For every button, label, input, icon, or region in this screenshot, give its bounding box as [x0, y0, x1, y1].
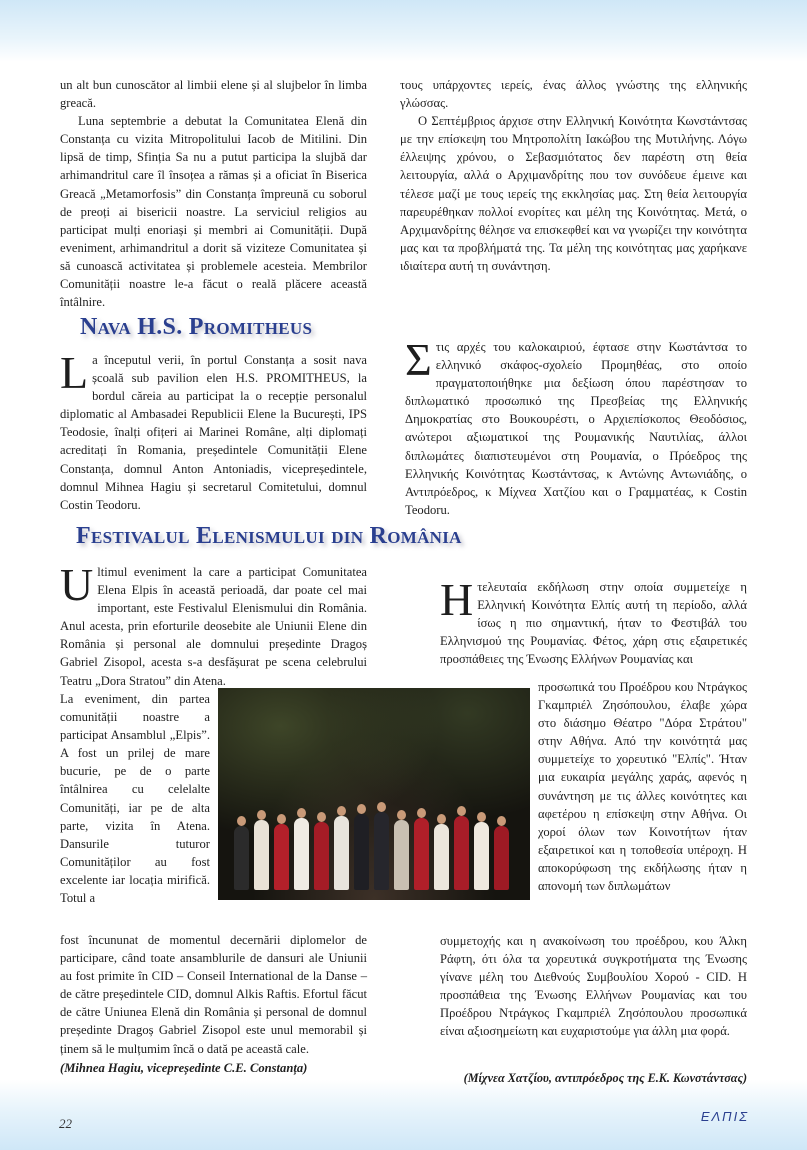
festival-right-signature: (Μίχνεα Χατζίου, αντιπρόεδρος της Ε.Κ. Κωνστάντσας) — [463, 1071, 747, 1085]
festival-right-text-2: προσωπικά του Προέδρου κου Ντράγκος Γκαμπριέλ Ζησόπουλου, έλαβε χώρα στο διάσημο Θέατρο "Δόρα Στράτου" στην Αθήνα. Από την κοινότητά μας συμμετείχε το χορευτικό "Ελπίς". Ήταν μια ευκαιρία μεγάλης χαράς, αφενός η συνάντηση με τις άλλες κοινότητες και αφετέρου η επίσκεψη στην Αθήνα. Οι χοροί όλων των Κοινοτήτων ήταν εξαιρετικοί και η τοποθεσία υπέροχη. Η αποκορύφωση της εκδήλωσης ήταν η απονομή των διπλωμάτων — [538, 680, 747, 894]
section-heading-promitheus: Nava H.S. Promitheus — [80, 314, 313, 340]
top-right-paragraph-2: Ο Σεπτέμβριος άρχισε στην Ελληνική Κοινότητα Κωνστάντσας με την επίσκεψη του Μητροπολίτη Ιακώβου της Μυτιλήνης. Λόγω έλλειψης χρόνου, ο Σεβασμιότατος δεν παρέστη στη θεία λειτουργία, αλλά ο Αρχιμανδρίτης που τον συνόδευε έμεινε και τέλεσε μαζί με τους ιερείς της εκκλησίας μας. Στη θεία λειτουργία παρευρέθηκαν πολλοί ενορίτες και μέλη της Κοινότητας. Μετά, ο Αρχιμανδρίτης θέλησε να επισκεφθεί και να γνωρίζει την κοινότητα μας και τα προβλήματά της. Τα μέλη της κοινότητας μας χαρήκανε ιδιαίτερα αυτή τη συνάντηση. — [400, 114, 747, 273]
section-heading-festival: Festivalul Elenismului din România — [76, 523, 462, 549]
page-number: 22 — [59, 1116, 72, 1131]
festival-right-text-3: συμμετοχής και η ανακοίνωση του προέδρου, κου Άλκη Ράφτη, ότι όλα τα χορευτικά συγκροτήματα της Ένωσης γίνανε μέλη του Διεθνούς Συμβουλίου Χορού - CID. Η προσπάθεια της Ένωσης Ελλήνων Ρουμανίας και του Προέδρου Ντράγκος Γκαμπριέλ Ζησόπουλου προσωπικά είναι αξιοσημείωτη και ευχαριστούμε για άλλη μια φορά. — [440, 934, 747, 1039]
magazine-title: ΕΛΠΙΣ — [700, 1109, 749, 1124]
festival-right-column-top — [440, 574, 747, 678]
promitheus-left-text: a începutul verii, în portul Constanța a sosit nava școală sub pavilion elen H.S. PROMITHEUS, la bordul căreia au participat la o recepție personalul diplomatic al Ambasadei Republicii Elene la București, IPS Teodosie, înalți ofițeri ai Marinei Române, alți diplomați acreditați în Romania, președintele Comunității Elene Constanța, domnul Anton Antoniadis, vicepreședintele, domnul Mihnea Hagiu și secretarul Comitetului, domnul Costin Teodoru. — [60, 353, 367, 512]
top-left-column — [60, 76, 367, 312]
bottom-decorative-band — [0, 1080, 807, 1150]
promitheus-left-column — [60, 347, 367, 517]
dropcap-eta: Η — [440, 574, 474, 625]
festival-left-text-2: La eveniment, din partea comunității noastre a participat Ansamblul „Elpis”. A fost un prilej de mare bucurie, pe de o parte întâlnirea cu celelalte Comunități, iar pe de alta parte, vizita în Atena. Dansurile tuturor Comunităților au fost excelente iar locația mirifică. Totul a — [60, 692, 210, 906]
dancers-group — [218, 790, 530, 890]
festival-right-text-1: τελευταία εκδήλωση στην οποία συμμετείχε η Ελληνική Κοινότητα Ελπίς αυτή τη περίοδο, αλλά ίσως η πιο σημαντική, ήταν το Φεστιβάλ του Ελληνισμού της Ρουμανίας. Φέτος, χάρη στις εξαιρετικές προσπάθειες της Ένωσης Ελλήνων Ρουμανίας και — [440, 580, 747, 667]
dropcap-u: U — [60, 559, 94, 610]
festival-left-text-3: fost încununat de momentul decernării diplomelor de participare, când toate ansamblurile de dansuri ale Uniunii au fost primite în CID – Conseil International de la Danse – de către președintele CID, domnul Alkis Raftis. Efortul făcut de către Uniunea Elenă din România și personal de domnul președinte Dragoș Gabriel Zisopol este unul memorabil și ținem să le mulțumim încă o dată pe această cale. — [60, 933, 367, 1056]
top-left-paragraph-2: Luna septembrie a debutat la Comunitatea Elenă din Constanța cu vizita Mitropolitului Iacob de Mitilini. Din lipsă de timp, Sfinția Sa nu a putut participa la slujbă dar arhimandritul care îl însoțea a rămas și a oficiat în Biserica Greacă „Metamorfosis” din Constanța împreună cu soborul de preoți ai bisericii noastre. La serviciul religios au participat mulți enoriași și membri ai Comunității. După eveniment, arhimandritul a dorit să viziteze Comunitatea și să cunoască activitatea și problemele acesteia. Membrilor Comunității noastre le-a făcut o reală plăcere această întâlnire. — [60, 114, 367, 310]
festival-left-column-bottom — [60, 931, 367, 1059]
festival-right-column-bottom — [440, 932, 747, 1060]
festival-left-column-wrap — [60, 690, 210, 930]
top-left-paragraph-1: un alt bun cunoscător al limbii elene și al slujbelor în limba greacă. — [60, 78, 367, 111]
promitheus-right-text: τις αρχές του καλοκαιριού, έφτασε στην Κωστάντσα το ελληνικό σκάφος-σχολείο Προμηθέας, στο οποίο πραγματοποιήθηκε μια δεξίωση όπου παρέστησαν το διπλωματικό προσωπικό της Πρεσβείας της Ελληνικής Δημοκρατίας στο Βουκουρέστι, ο Αρχιεπίσκοπος Θεοδόσιος, ανώτεροι αξιωματικοί της Ρουμανικής Ναυτιλίας, άλλοι διπλωμάτες διαπιστευμένοι στη Ρουμανία, ο Πρόεδρος της Ελληνικής Κοινότητας Κωστάντσας, κ Αντώνης Αντωνιάδης, ο Αντιπρόεδρος, κ Μίχνεα Χατζίου και ο Γραμματέας, κ Costin Teodoru. — [405, 340, 747, 517]
dropcap-sigma: Σ — [405, 334, 432, 385]
festival-right-column-wrap — [538, 678, 747, 932]
dropcap-l: L — [60, 347, 89, 398]
festival-left-signature: (Mihnea Hagiu, vicepreședinte C.E. Constanța) — [60, 1061, 308, 1075]
festival-left-column-top — [60, 559, 367, 688]
promitheus-right-column — [405, 334, 747, 520]
festival-left-text-1: ltimul eveniment la care a participat Comunitatea Elena Elpis în această perioadă, dar poate cel mai important, este Festivalul Elenismului din România. Anul acesta, prin eforturile deosebite ale Uniunii Elene din România și personal ale domnului președinte Dragoș Gabriel Zisopol, acesta s-a desfășurat pe scena celebrului Teatru „Dora Stratou” din Atena. — [60, 565, 367, 688]
top-decorative-band — [0, 0, 807, 62]
top-right-column — [400, 76, 747, 312]
ensemble-group-photo — [218, 688, 530, 900]
top-right-paragraph-1: τους υπάρχοντες ιερείς, ένας άλλος γνώστης της ελληνικής γλώσσας. — [400, 78, 747, 111]
